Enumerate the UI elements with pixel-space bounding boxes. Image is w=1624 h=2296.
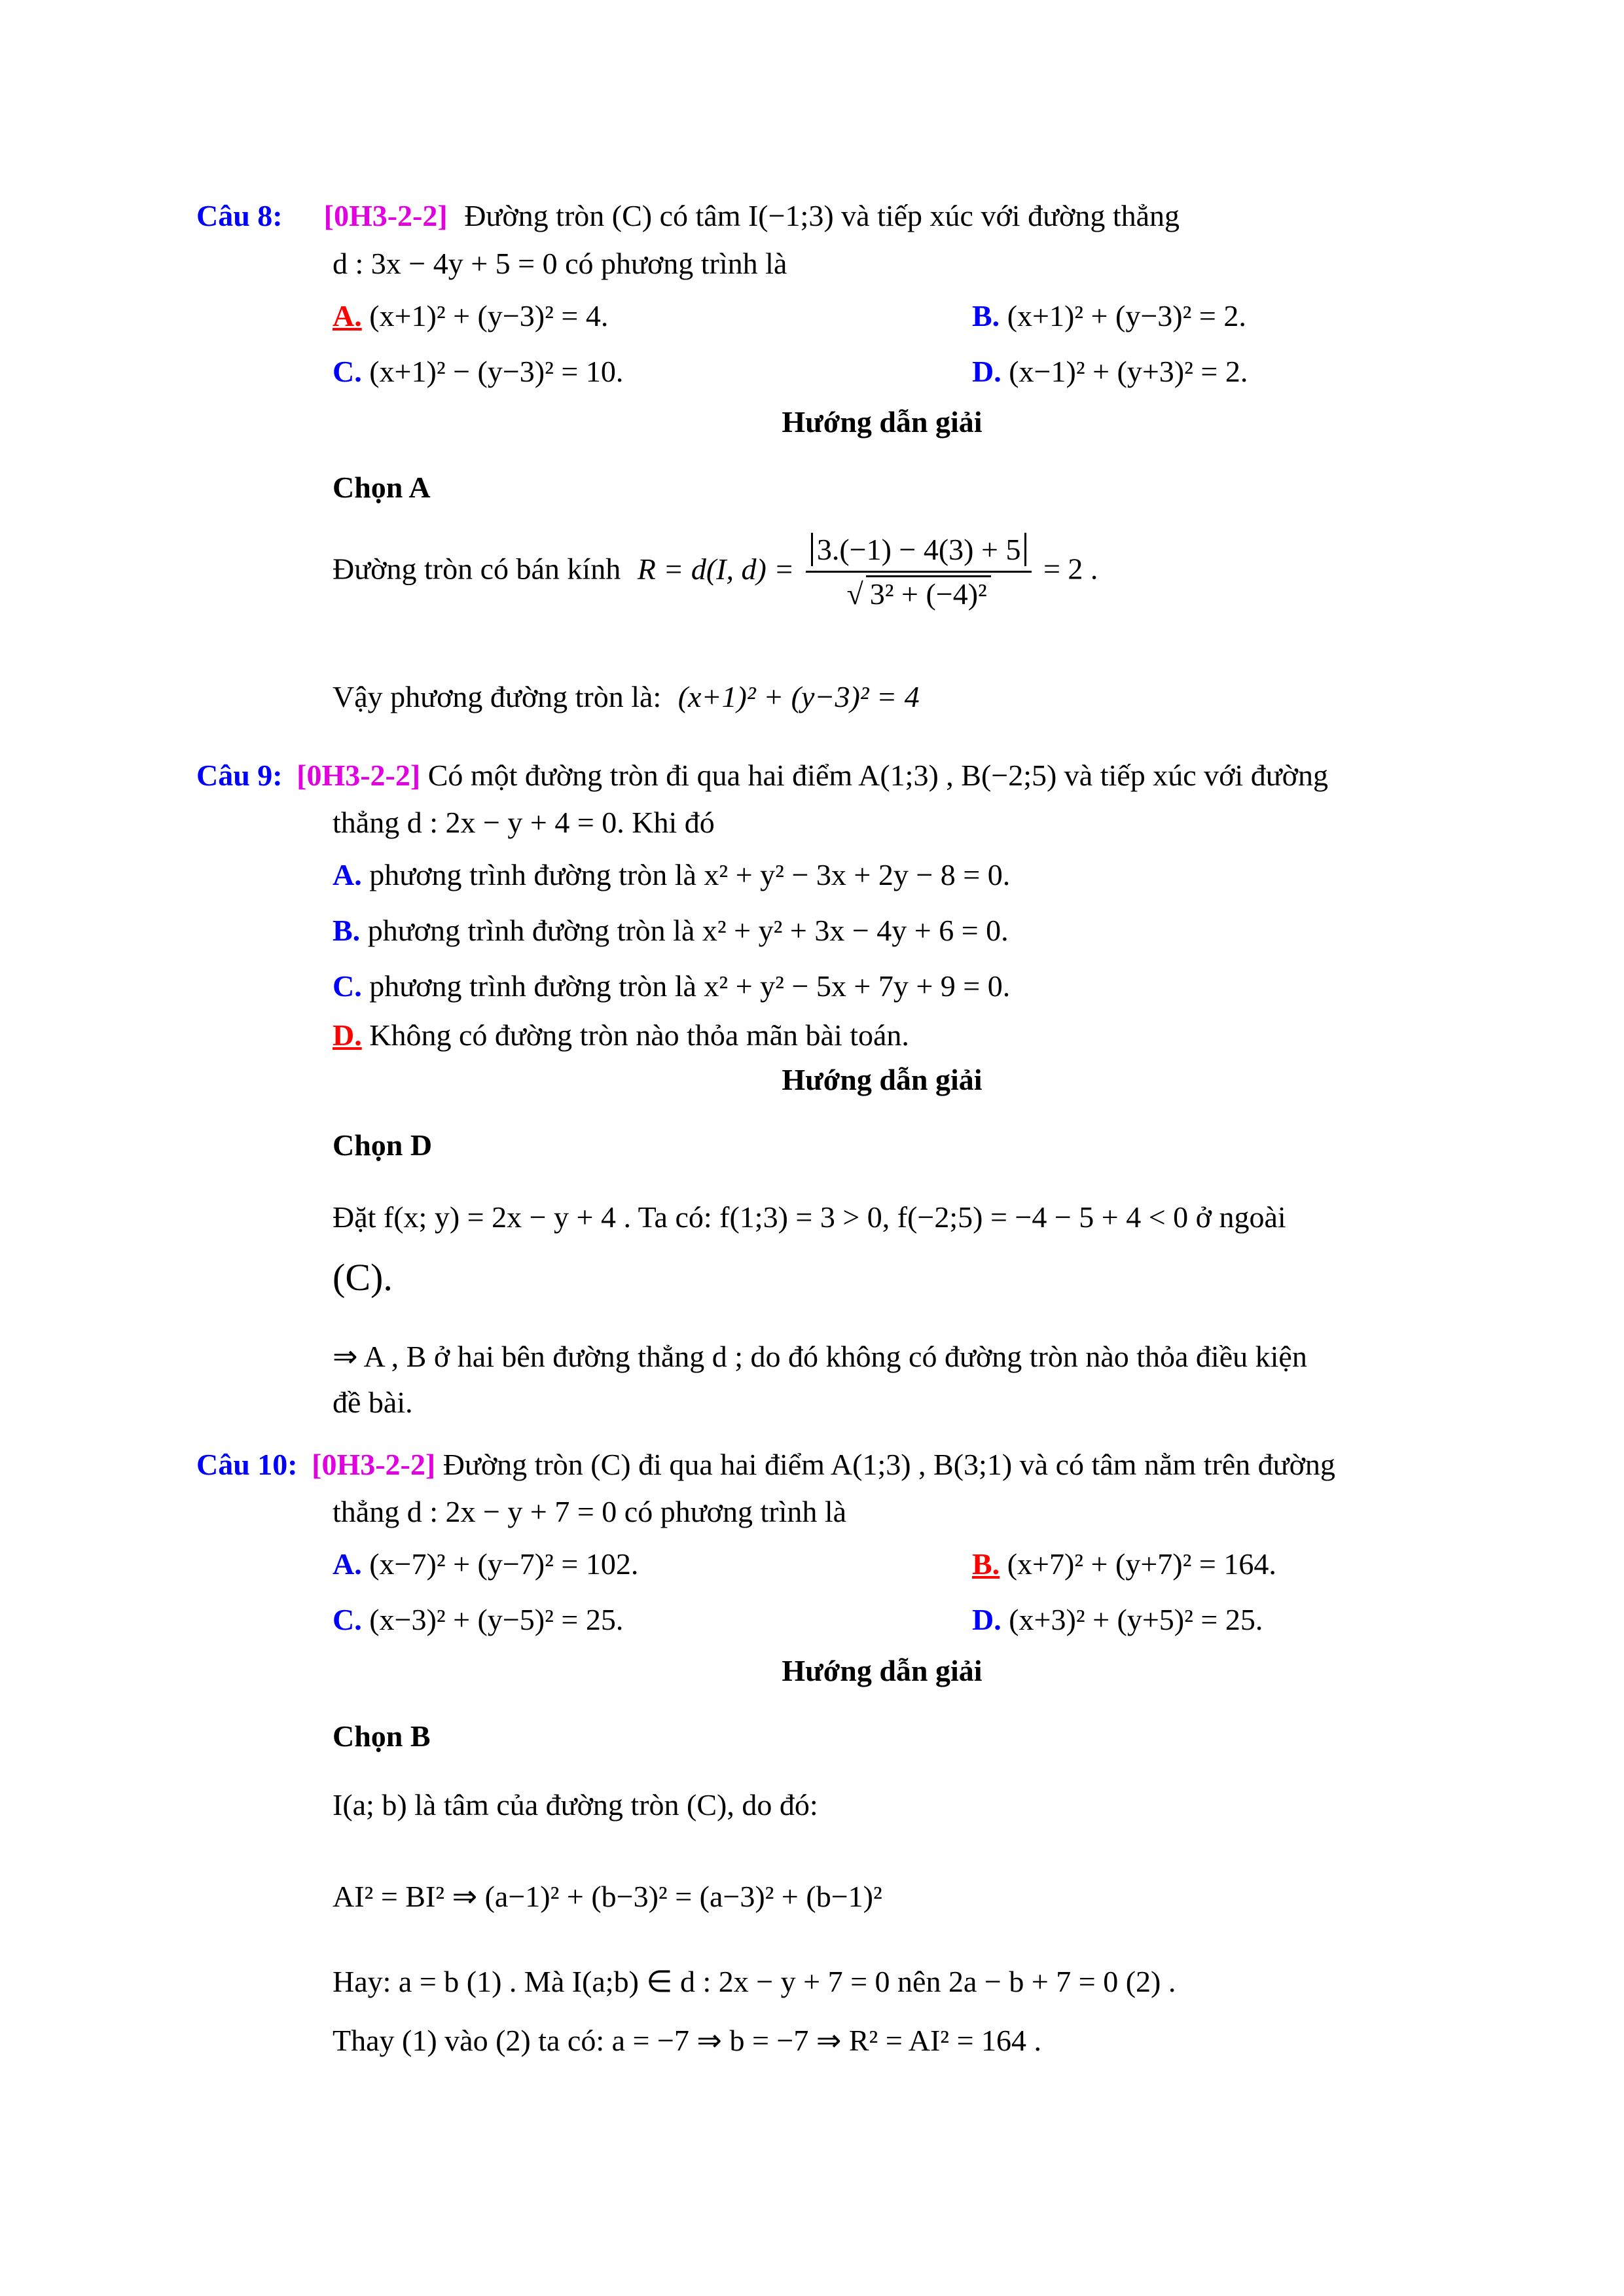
q8-conclusion-prefix: Vậy phương đường tròn là: <box>333 680 662 713</box>
q8-choice: Chọn A <box>333 471 431 504</box>
q8-stem-line1 <box>196 200 1180 233</box>
q10-option-b <box>972 1548 1276 1581</box>
q9-option-b <box>333 914 1009 948</box>
q10-option-a-letter: A. <box>333 1547 362 1581</box>
q10-solution-line1: I(a; b) là tâm của đường tròn (C), do đó: <box>333 1788 818 1821</box>
q9-solution-line2: (C). <box>333 1256 393 1299</box>
q9-option-a-text: phương trình đường tròn là x² + y² − 3x + 2y − 8 = 0. <box>369 858 1011 891</box>
q8-option-b-text: (x+1)² + (y−3)² = 2. <box>1007 299 1246 332</box>
q8-option-a-letter: A. <box>333 299 362 332</box>
q8-option-a <box>333 300 608 333</box>
q10-solution-line2: AI² = BI² ⇒ (a−1)² + (b−3)² = (a−3)² + (b−1)² <box>333 1880 882 1913</box>
q9-option-a-letter: A. <box>333 858 362 891</box>
q10-option-d-text: (x+3)² + (y+5)² = 25. <box>1009 1603 1263 1636</box>
q9-choice: Chọn D <box>333 1128 433 1162</box>
q9-stem-line1 <box>196 759 1328 793</box>
q9-option-d-text: Không có đường tròn nào thỏa mãn bài toán. <box>369 1018 909 1052</box>
q9-solution-line3: ⇒ A , B ở hai bên đường thẳng d ; do đó không có đường tròn nào thỏa điều kiện <box>333 1340 1307 1373</box>
q10-option-c-letter: C. <box>333 1603 362 1636</box>
q8-option-a-text: (x+1)² + (y−3)² = 4. <box>369 299 609 332</box>
q9-option-b-letter: B. <box>333 914 361 947</box>
q8-radius-lhs: R = d(I, d) = <box>637 552 795 586</box>
q10-solution-line3: Hay: a = b (1) . Mà I(a;b) ∈ d : 2x − y + 7 = 0 nên 2a − b + 7 = 0 (2) . <box>333 1965 1176 1998</box>
q9-option-a <box>333 859 1010 892</box>
q8-option-d-letter: D. <box>972 355 1001 388</box>
q9-solution-line1: Đặt f(x; y) = 2x − y + 4 . Ta có: f(1;3) = 3 > 0, f(−2;5) = −4 − 5 + 4 < 0 ở ngoài <box>333 1200 1286 1234</box>
q9-tag: [0H3-2-2] <box>297 759 421 792</box>
q8-option-c-text: (x+1)² − (y−3)² = 10. <box>369 355 624 388</box>
q9-option-c-letter: C. <box>333 969 362 1003</box>
q8-option-b <box>972 300 1246 333</box>
q10-option-c <box>333 1604 623 1637</box>
q8-conclusion-equation: (x+1)² + (y−3)² = 4 <box>677 680 920 713</box>
q8-radius-prefix: Đường tròn có bán kính <box>333 552 621 586</box>
q10-option-b-text: (x+7)² + (y+7)² = 164. <box>1007 1547 1276 1581</box>
q10-option-b-letter: B. <box>972 1547 1000 1581</box>
q8-radius-formula <box>333 533 1098 611</box>
q9-option-c <box>333 970 1010 1003</box>
q10-tag: [0H3-2-2] <box>312 1448 436 1481</box>
q10-guide-title: Hướng dẫn giải <box>782 1654 983 1687</box>
q8-option-b-letter: B. <box>972 299 1000 332</box>
q10-option-a-text: (x−7)² + (y−7)² = 102. <box>369 1547 639 1581</box>
q9-option-b-text: phương trình đường tròn là x² + y² + 3x − 4y + 6 = 0. <box>367 914 1009 947</box>
q8-option-c-letter: C. <box>333 355 362 388</box>
q9-guide-title: Hướng dẫn giải <box>782 1063 983 1096</box>
q10-stem-line1 <box>196 1448 1335 1482</box>
q8-stem-line2: d : 3x − 4y + 5 = 0 có phương trình là <box>333 247 787 280</box>
q10-stem-line2: thẳng d : 2x − y + 7 = 0 có phương trình là <box>333 1495 847 1528</box>
q8-label: Câu 8: <box>196 199 283 232</box>
q8-radius-numerator: 3.(−1) − 4(3) + 5 <box>811 533 1027 566</box>
q10-option-a <box>333 1548 638 1581</box>
q9-option-c-text: phương trình đường tròn là x² + y² − 5x + 7y + 9 = 0. <box>369 969 1011 1003</box>
q9-solution-line4: đề bài. <box>333 1386 413 1419</box>
q8-option-d-text: (x−1)² + (y+3)² = 2. <box>1009 355 1248 388</box>
q10-stem-text1: Đường tròn (C) đi qua hai điểm A(1;3) , B(3;1) và có tâm nằm trên đường <box>442 1448 1335 1481</box>
q10-choice: Chọn B <box>333 1719 431 1753</box>
q9-option-d-letter: D. <box>333 1018 362 1052</box>
q9-option-d <box>333 1019 909 1052</box>
q9-stem-line2: thẳng d : 2x − y + 4 = 0. Khi đó <box>333 806 715 839</box>
q8-option-c <box>333 355 623 389</box>
q8-tag: [0H3-2-2] <box>323 199 448 232</box>
q9-stem-text1: Có một đường tròn đi qua hai điểm A(1;3) , B(−2;5) và tiếp xúc với đường <box>427 759 1328 792</box>
q10-option-d-letter: D. <box>972 1603 1001 1636</box>
q10-option-d <box>972 1604 1263 1637</box>
q8-option-d <box>972 355 1248 389</box>
q8-radius-result: = 2 . <box>1043 552 1098 586</box>
q10-option-c-text: (x−3)² + (y−5)² = 25. <box>369 1603 624 1636</box>
q8-conclusion <box>333 681 920 714</box>
q8-radius-denominator: 3² + (−4)² <box>866 575 991 611</box>
q10-solution-line4: Thay (1) vào (2) ta có: a = −7 ⇒ b = −7 ⇒ R² = AI² = 164 . <box>333 2024 1042 2057</box>
q8-stem-text1: Đường tròn (C) có tâm I(−1;3) và tiếp xúc với đường thẳng <box>464 199 1180 232</box>
q8-guide-title: Hướng dẫn giải <box>782 405 983 439</box>
q8-radius-fraction: $\frac{3.(-1) - 4(3) + 5}{\text{√ 3² + (−4)²}}$ <box>806 533 1032 611</box>
q10-label: Câu 10: <box>196 1448 298 1481</box>
q9-label: Câu 9: <box>196 759 283 792</box>
